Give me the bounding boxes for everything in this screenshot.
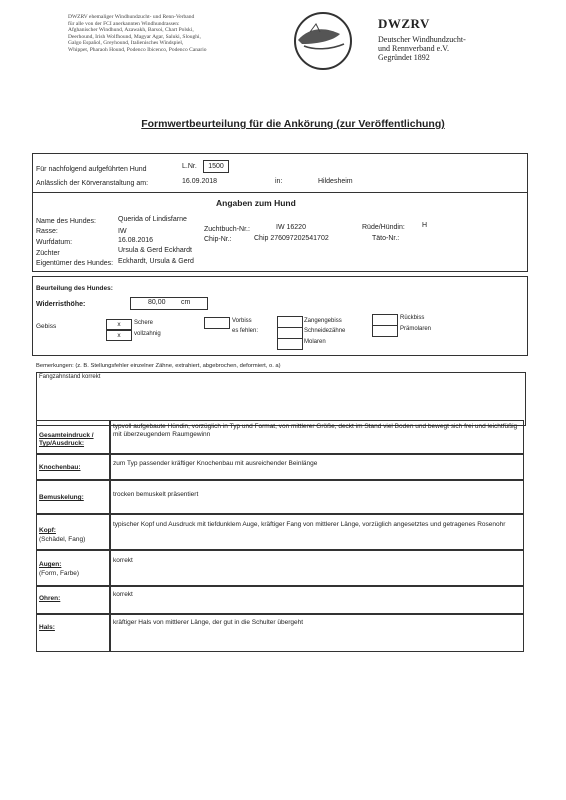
intro-frame bbox=[32, 153, 528, 193]
row-text: typischer Kopf und Ausdruck mit tiefdunklem Auge, kräftiger Fang von mittlerer Länge, vorzüglich angesetztes und getragenes Rosenohr bbox=[113, 521, 506, 528]
chip-label: Chip-Nr.: bbox=[204, 236, 232, 243]
row-label: Knochenbau: bbox=[39, 464, 81, 471]
lnr-label: L.Nr. bbox=[182, 163, 197, 170]
rueckbiss-label: Rückbiss bbox=[400, 315, 425, 321]
org-line: und Rennverband e.V. bbox=[378, 44, 449, 53]
club-intro-line: für alle von der FCI anerkannten Windhundrassen: bbox=[68, 20, 180, 27]
height-label: Widerristhöhe: bbox=[36, 301, 86, 308]
es-fehlen-label: es fehlen: bbox=[232, 328, 259, 334]
height-field bbox=[130, 297, 208, 310]
row-text: korrekt bbox=[113, 591, 133, 598]
dog-name-value: Querida of Lindisfarne bbox=[118, 216, 187, 223]
row-text: trocken bemuskelt präsentiert bbox=[113, 491, 199, 498]
row-label: Bemuskelung: bbox=[39, 494, 84, 501]
event-place: Hildesheim bbox=[318, 178, 353, 185]
schere-checkbox[interactable]: x bbox=[106, 319, 132, 330]
zuechter-label: Züchter bbox=[36, 250, 60, 257]
rasse-label: Rasse: bbox=[36, 228, 58, 235]
row-sub: (Schädel, Fang) bbox=[39, 536, 86, 543]
org-line: Deutscher Windhundzucht- bbox=[378, 35, 466, 44]
remarks-field[interactable] bbox=[36, 372, 526, 426]
dog-name-label: Name des Hundes: bbox=[36, 218, 96, 225]
row-sub: (Form, Farbe) bbox=[39, 570, 80, 577]
org-short: DWZRV bbox=[378, 16, 430, 31]
vollzahnig-checkbox[interactable]: x bbox=[106, 330, 132, 341]
molaren-label: Molaren bbox=[304, 339, 326, 345]
club-intro-line: Deerhound, Irish Wolfhound, Magyar Agar, Saluki, Sloughi, bbox=[68, 33, 201, 40]
event-date: 16.09.2018 bbox=[182, 178, 218, 185]
remarks-label: Bemerkungen: (z. B. Stellungsfehler einzelner Zähne, extrahiert, abgebrochen, deformiert, o. a) bbox=[36, 363, 281, 369]
club-intro-line: Galgo Español, Greyhound, Italienisches Windspiel, bbox=[68, 40, 184, 46]
chip-value: Chip 276097202541702 bbox=[254, 235, 329, 242]
eigentuemer-value: Eckhardt, Ursula & Gerd bbox=[118, 258, 194, 265]
assessment-title: Beurteilung des Hundes: bbox=[36, 285, 113, 292]
zuechter-value: Ursula & Gerd Eckhardt bbox=[118, 247, 192, 254]
intro-hund-label: Für nachfolgend aufgeführten Hund bbox=[36, 166, 147, 173]
sex-label: Rüde/Hündin: bbox=[362, 224, 405, 231]
taeto-label: Täto-Nr.: bbox=[372, 235, 400, 242]
molaren-checkbox[interactable] bbox=[277, 338, 303, 350]
row-label: Kopf: bbox=[39, 527, 56, 534]
vorbiss-checkbox[interactable] bbox=[204, 317, 230, 329]
row-label: Augen: bbox=[39, 561, 62, 568]
wurf-value: 16.08.2016 bbox=[118, 237, 154, 244]
eval-row bbox=[36, 550, 110, 586]
vorbiss-label: Vorbiss bbox=[232, 318, 252, 324]
schneidezaehne-label: Schneidezähne bbox=[304, 328, 346, 334]
remarks-value: Fangzahnstand korrekt bbox=[39, 374, 101, 380]
row-text: kräftiger Hals von mittlerer Länge, der gut in die Schulter übergeht bbox=[113, 619, 304, 626]
in-label: in: bbox=[275, 178, 283, 185]
row-text: typvoll aufgebaute Hündin, vorzüglich in Typ und Format, von mittlerer Größe, deckt im Stand viel Boden und bewegt sich frei und leichtfüßig mit überzeugendem Raumgewinn bbox=[113, 423, 518, 438]
dog-section-title: Angaben zum Hund bbox=[216, 198, 296, 208]
row-text: zum Typ passender kräftiger Knochenbau mit ausreichender Beinlänge bbox=[113, 460, 318, 467]
wurf-label: Wurfdatum: bbox=[36, 239, 73, 246]
height-value: 80,00 bbox=[148, 299, 166, 306]
org-block bbox=[378, 16, 558, 62]
rasse-value: IW bbox=[118, 228, 127, 235]
eval-row[interactable] bbox=[110, 514, 524, 550]
club-intro-line: DWZRV ehemaliger Windhundzucht- und Renn-Verband bbox=[68, 14, 195, 20]
praemolaren-checkbox[interactable] bbox=[372, 325, 398, 337]
row-label: Ohren: bbox=[39, 595, 61, 602]
height-unit: cm bbox=[181, 299, 191, 306]
club-intro bbox=[68, 14, 283, 53]
eval-row[interactable] bbox=[110, 550, 524, 586]
row-text: korrekt bbox=[113, 557, 133, 564]
zuchtbuch-value: IW 16220 bbox=[276, 224, 306, 231]
eigentuemer-label: Eigentümer des Hundes: bbox=[36, 260, 114, 267]
praemolaren-label: Prämolaren bbox=[400, 326, 432, 332]
club-intro-line: Afghanischer Windhund, Azawakh, Barsoi, Chart Polski, bbox=[68, 27, 194, 33]
row-label: Hals: bbox=[39, 624, 55, 631]
zuchtbuch-label: Zuchtbuch-Nr.: bbox=[204, 226, 250, 233]
org-line: Gegründet 1892 bbox=[378, 53, 430, 62]
row-label: Gesamteindruck / Typ/Ausdruck: bbox=[39, 432, 94, 447]
club-intro-line: Whippet, Pharaoh Hound, Podenco Ibicenco, Podenco Canario bbox=[68, 46, 207, 53]
club-logo bbox=[290, 10, 356, 72]
zangengebiss-label: Zangengebiss bbox=[304, 318, 342, 324]
event-label: Anlässlich der Körveranstaltung am: bbox=[36, 180, 149, 187]
page-title: Formwertbeurteilung für die Ankörung (zur Veröffentlichung) bbox=[141, 118, 445, 130]
vollzahnig-label: vollzahnig bbox=[134, 331, 161, 337]
eval-row bbox=[36, 614, 110, 652]
schere-label: Schere bbox=[134, 320, 154, 326]
sex-value: H bbox=[422, 222, 428, 229]
gebiss-label: Gebiss bbox=[36, 323, 57, 330]
lnr-field: 1500 bbox=[203, 160, 229, 173]
